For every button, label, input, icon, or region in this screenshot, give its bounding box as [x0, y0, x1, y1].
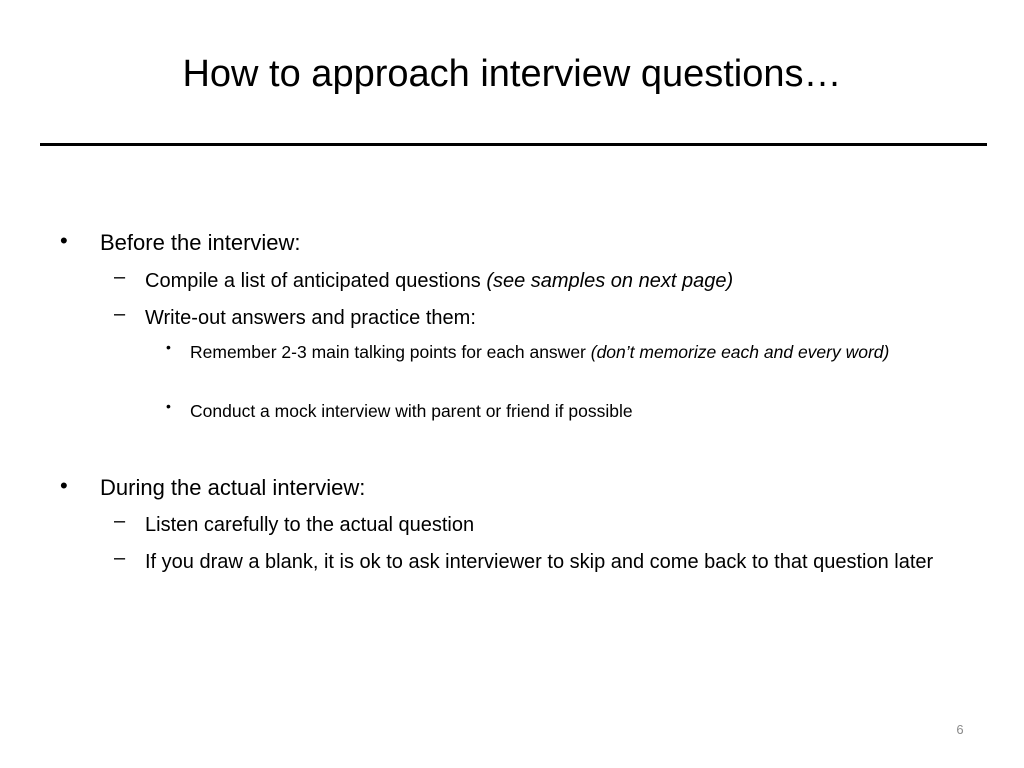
title-divider	[40, 143, 987, 146]
dash-icon: –	[114, 547, 126, 569]
bullet-icon: •	[60, 228, 68, 253]
sub-list-item-note: (don’t memorize each and every word)	[590, 342, 890, 362]
sub-list-item-text: Remember 2-3 main talking points for each answer (don’t memorize each and every word)	[190, 342, 890, 362]
section-heading: During the actual interview:	[100, 475, 366, 500]
slide-title: How to approach interview questions…	[182, 53, 842, 95]
dash-icon: –	[114, 303, 126, 325]
dash-icon: –	[114, 510, 126, 532]
page-number: 6	[956, 722, 964, 737]
list-item-note: (see samples on next page)	[486, 270, 734, 292]
sub-list-item-text: Conduct a mock interview with parent or friend if possible	[190, 401, 633, 421]
sub-bullet-icon: •	[166, 339, 171, 355]
sub-bullet-icon: •	[166, 398, 171, 414]
section-heading: Before the interview:	[100, 230, 301, 255]
bullet-icon: •	[60, 473, 68, 498]
list-item-text: Compile a list of anticipated questions (see samples on next page)	[145, 270, 734, 292]
list-item-text: Listen carefully to the actual question	[145, 514, 475, 536]
list-item-text: If you draw a blank, it is ok to ask interviewer to skip and come back to that question later	[145, 551, 934, 573]
list-item-text: Write-out answers and practice them:	[145, 307, 476, 329]
dash-icon: –	[114, 266, 126, 288]
